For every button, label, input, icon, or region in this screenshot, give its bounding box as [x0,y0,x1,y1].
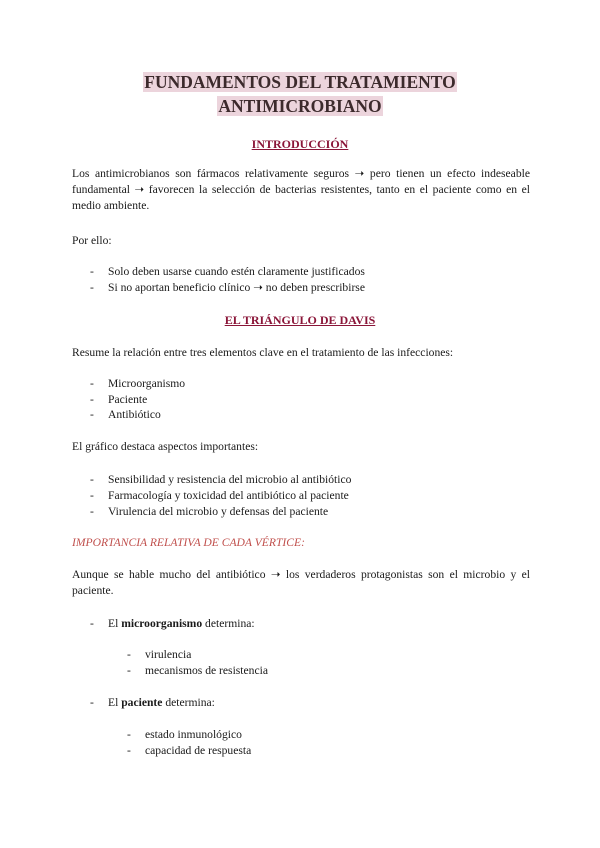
bullet-dash: - [90,489,94,502]
section-heading-introduccion: INTRODUCCIÓN [251,137,349,151]
bullet-dash: - [90,505,94,518]
bullet-dash: - [90,377,94,390]
intro-paragraph: Los antimicrobianos son fármacos relativamente seguros ➝ pero tienen un efecto indeseable fundamental ➝ favorecen la selección de bacterias resistentes, tanto en el paciente como en el medio ambiente. [72,167,530,212]
bullet-dash: - [90,696,94,709]
sub-bullet-dash: - [127,664,131,677]
davis-aspect-3: Virulencia del microbio y defensas del paciente [108,505,329,518]
bullet-dash: - [90,281,94,294]
davis-highlight-intro: El gráfico destaca aspectos importantes: [72,440,259,453]
davis-summary: Resume la relación entre tres elementos clave en el tratamiento de las infecciones: [72,346,454,359]
paciente-determina: El paciente determina: [108,696,215,709]
davis-element-1: Microorganismo [108,377,186,390]
micro-item-2: mecanismos de resistencia [145,664,268,677]
paciente-item-1: estado inmunológico [145,728,242,741]
intro-bullet-1: Solo deben usarse cuando estén claramente justificados [108,265,365,278]
intro-bullet-2: Si no aportan beneficio clínico ➝ no deben prescribirse [108,281,365,294]
davis-element-2: Paciente [108,393,148,406]
davis-element-3: Antibiótico [108,408,161,421]
sub-bullet-dash: - [127,744,131,757]
sub-bullet-dash: - [127,728,131,741]
micro-item-1: virulencia [145,648,192,661]
por-ello-label: Por ello: [72,234,112,247]
davis-aspect-2: Farmacología y toxicidad del antibiótico al paciente [108,489,349,502]
bullet-dash: - [90,265,94,278]
bullet-dash: - [90,617,94,630]
document-title-line-1: FUNDAMENTOS DEL TRATAMIENTO [144,72,456,92]
document-title-line-2: ANTIMICROBIANO [218,96,382,116]
importancia-heading: IMPORTANCIA RELATIVA DE CADA VÉRTICE: [72,536,305,549]
importancia-paragraph: Aunque se hable mucho del antibiótico ➝ los verdaderos protagonistas son el microbio y el paciente. [72,568,530,597]
sub-bullet-dash: - [127,648,131,661]
microorganismo-determina: El microorganismo determina: [108,617,255,630]
davis-aspect-1: Sensibilidad y resistencia del microbio al antibiótico [108,473,352,486]
section-heading-triangulo-davis: EL TRIÁNGULO DE DAVIS [224,313,376,327]
bullet-dash: - [90,473,94,486]
paciente-item-2: capacidad de respuesta [145,744,252,757]
bullet-dash: - [90,408,94,421]
bullet-dash: - [90,393,94,406]
